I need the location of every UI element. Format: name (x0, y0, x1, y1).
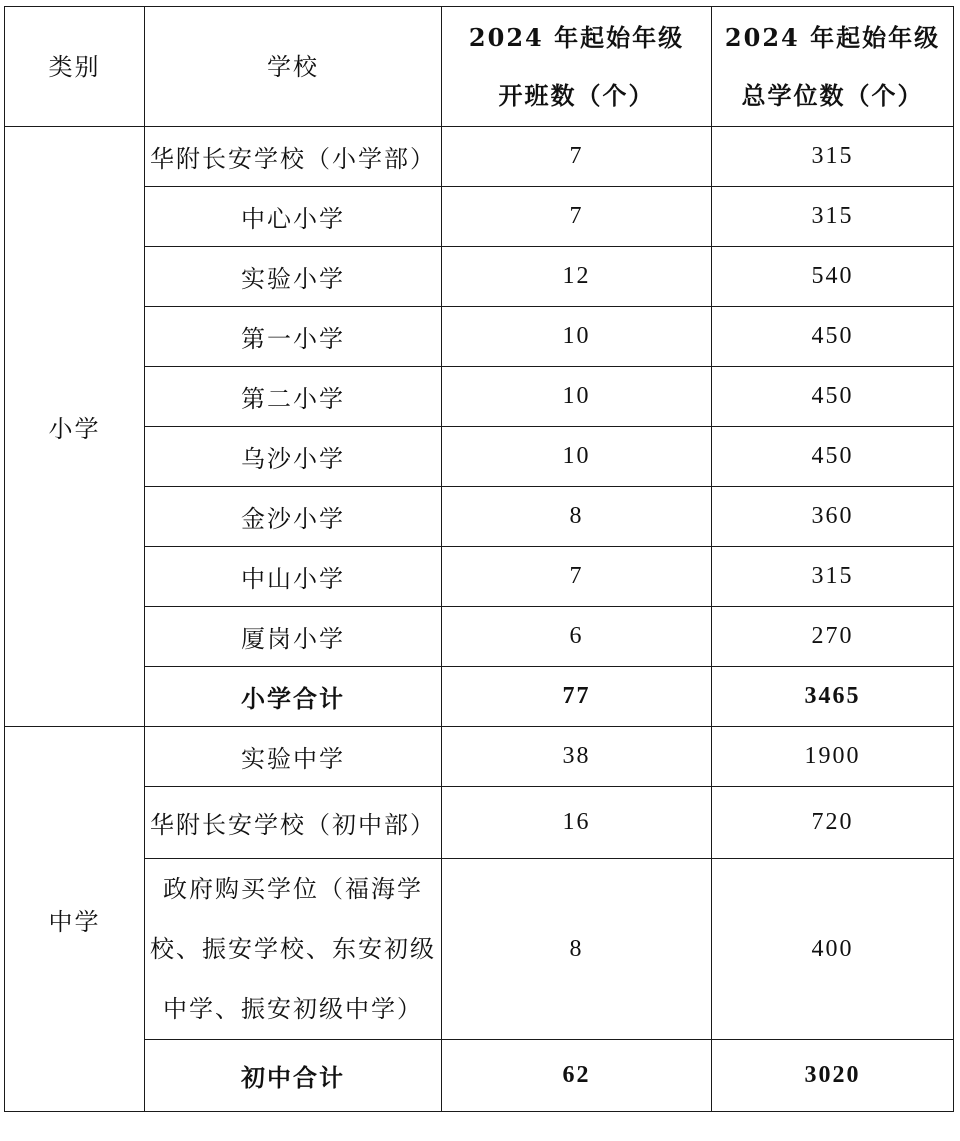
classes-count: 16 (442, 787, 712, 859)
primary-total-seats: 3465 (712, 667, 954, 727)
table-row (5, 607, 954, 667)
header-school: 学校 (145, 7, 442, 127)
primary-total-classes: 77 (442, 667, 712, 727)
school-name-multiline (145, 859, 442, 1040)
table-header-row (5, 7, 954, 127)
school-name: 华附长安学校（小学部） (145, 127, 442, 187)
classes-count: 6 (442, 607, 712, 667)
seats-count: 450 (712, 427, 954, 487)
school-name: 中心小学 (145, 187, 442, 247)
header-seats-line1: 2024 年起始年级 (724, 22, 941, 52)
header-classes (442, 7, 712, 127)
school-name: 金沙小学 (145, 487, 442, 547)
enrollment-table (4, 6, 954, 1112)
category-primary: 小学 (5, 127, 145, 727)
middle-total-classes: 62 (442, 1040, 712, 1112)
classes-count: 8 (442, 859, 712, 1040)
middle-total-label: 初中合计 (145, 1040, 442, 1112)
seats-count: 540 (712, 247, 954, 307)
header-classes-line1: 2024 年起始年级 (468, 22, 685, 52)
seats-count: 315 (712, 187, 954, 247)
table-row (5, 727, 954, 787)
seats-count: 270 (712, 607, 954, 667)
seats-count: 450 (712, 367, 954, 427)
seats-count: 450 (712, 307, 954, 367)
classes-count: 10 (442, 307, 712, 367)
header-category: 类别 (5, 7, 145, 127)
classes-count: 38 (442, 727, 712, 787)
school-name: 第一小学 (145, 307, 442, 367)
table-row (5, 547, 954, 607)
table-row (5, 427, 954, 487)
classes-count: 10 (442, 427, 712, 487)
classes-count: 8 (442, 487, 712, 547)
middle-total-row (5, 1040, 954, 1112)
seats-count: 360 (712, 487, 954, 547)
school-name-line: 校、振安学校、东安初级 (150, 935, 436, 963)
table-row (5, 787, 954, 859)
table-row (5, 859, 954, 1040)
classes-count: 7 (442, 547, 712, 607)
primary-total-label: 小学合计 (145, 667, 442, 727)
table-row (5, 487, 954, 547)
table-row (5, 247, 954, 307)
primary-total-row (5, 667, 954, 727)
header-classes-line2: 开班数（个） (498, 80, 655, 110)
classes-count: 10 (442, 367, 712, 427)
header-seats (712, 7, 954, 127)
school-name: 中山小学 (145, 547, 442, 607)
seats-count: 720 (712, 787, 954, 859)
table-row (5, 307, 954, 367)
school-name-line: 中学、振安初级中学） (163, 995, 423, 1023)
school-name: 第二小学 (145, 367, 442, 427)
table-row (5, 367, 954, 427)
seats-count: 1900 (712, 727, 954, 787)
classes-count: 12 (442, 247, 712, 307)
school-name: 实验中学 (145, 727, 442, 787)
school-name-line: 政府购买学位（福海学 (163, 875, 423, 903)
table-row (5, 127, 954, 187)
seats-count: 400 (712, 859, 954, 1040)
school-name: 华附长安学校（初中部） (145, 787, 442, 859)
classes-count: 7 (442, 127, 712, 187)
table-row (5, 187, 954, 247)
school-name: 乌沙小学 (145, 427, 442, 487)
school-name: 厦岗小学 (145, 607, 442, 667)
seats-count: 315 (712, 547, 954, 607)
middle-total-seats: 3020 (712, 1040, 954, 1112)
seats-count: 315 (712, 127, 954, 187)
category-middle: 中学 (5, 727, 145, 1112)
header-seats-line2: 总学位数（个） (741, 80, 924, 110)
school-name: 实验小学 (145, 247, 442, 307)
classes-count: 7 (442, 187, 712, 247)
